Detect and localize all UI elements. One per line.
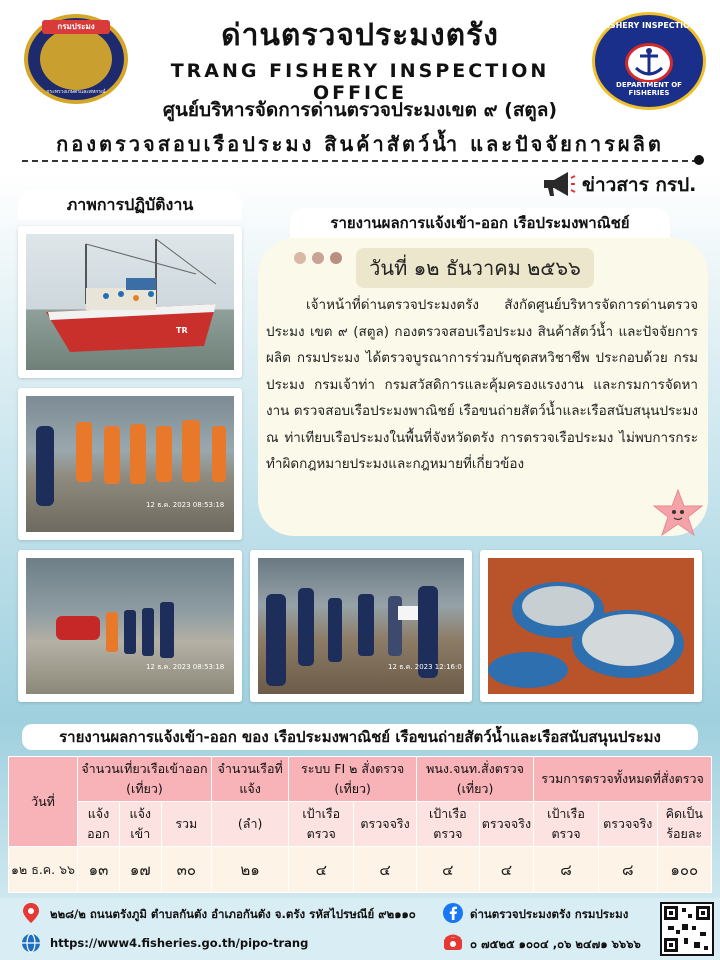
- decor-dot: [312, 252, 324, 264]
- photo-pier-team: [18, 550, 242, 702]
- cell-percent: ๑๐๐: [657, 847, 711, 893]
- news-label: ข่าวสาร กรป.: [582, 174, 697, 196]
- footer-website-link[interactable]: https://www4.fisheries.go.th/pipo-trang: [50, 936, 309, 950]
- photo-fishing-boat: [18, 226, 242, 378]
- office-title-thai: ด่านตรวจประมงตรัง: [221, 18, 499, 53]
- center-name: ศูนย์บริหารจัดการด่านตรวจประมงเขต ๙ (สตูล): [162, 99, 558, 121]
- cell-total-actual: ๘: [598, 847, 657, 893]
- sub-unit: (ลำ): [211, 802, 288, 847]
- logo-band-text: กรมประมง: [42, 20, 110, 34]
- photo-timestamp: 12 ธ.ค. 2023 12:16:0: [388, 663, 462, 671]
- inspection-table: [8, 756, 712, 893]
- header-total: รวมการตรวจทั้งหมดที่สั่งตรวจ: [534, 757, 712, 802]
- table-title: รายงานผลการแจ้งเข้า-ออก ของ เรือประมงพาณิชย์ เรือขนถ่ายสัตว์น้ำและเรือสนับสนุนประมง: [22, 724, 698, 750]
- cell-out: ๑๓: [78, 847, 120, 893]
- report-date: วันที่ ๑๒ ธันวาคม ๒๕๖๖: [356, 248, 594, 288]
- decor-dot: [330, 252, 342, 264]
- sub-total-target: เป้าเรือตรวจ: [534, 802, 599, 847]
- cell-in: ๑๗: [119, 847, 161, 893]
- sub-fi2-target: เป้าเรือตรวจ: [289, 802, 354, 847]
- header-pnc: พนง.จนท.สั่งตรวจ (เที่ยว): [416, 757, 533, 802]
- logo-emblem: [40, 28, 112, 90]
- sub-in: แจ้งเข้า: [119, 802, 161, 847]
- sub-sum: รวม: [161, 802, 211, 847]
- header-fi2: ระบบ FI ๒ สั่งตรวจ (เที่ยว): [289, 757, 417, 802]
- anchor-icon: [625, 43, 673, 83]
- divider-dot: [694, 155, 704, 165]
- header-date: วันที่: [9, 757, 78, 847]
- sub-pnc-actual: ตรวจจริง: [479, 802, 533, 847]
- cell-boats: ๒๑: [211, 847, 288, 893]
- department-of-fisheries-logo: [24, 14, 128, 104]
- cell-sum: ๓๐: [161, 847, 211, 893]
- photo-crew-inspection: [18, 388, 242, 540]
- starfish-icon: [650, 488, 706, 538]
- boat-hull-number: TR: [176, 326, 188, 335]
- footer-address: ๒๒๘/๒ ถนนตรังภูมิ ตำบลกันตัง อำเภอกันตัง จ.ตรัง รหัสไปรษณีย์ ๙๒๑๑๐: [50, 907, 416, 921]
- sub-fi2-actual: ตรวจจริง: [354, 802, 417, 847]
- photo-timestamp: 12 ธ.ค. 2023 08:53:18: [146, 501, 225, 509]
- logo-ring-bottom-text: DEPARTMENT OF FISHERIES: [616, 81, 682, 97]
- office-title-english: TRANG FISHERY INSPECTION OFFICE: [170, 60, 550, 104]
- division-name: กองตรวจสอบเรือประมง สินค้าสัตว์น้ำ และปัจจัยการผลิต: [56, 132, 664, 156]
- report-body-text: เจ้าหน้าที่ด่านตรวจประมงตรัง สังกัดศูนย์บริหารจัดการด่านตรวจประมง เขต ๙ (สตูล) กองตรวจสอบเรือประมง สินค้าสัตว์น้ำ และปัจจัยการผลิต กรมประมง ได้ตรวจบูรณาการร่วมกับชุดสหวิชาชีพ ประกอบด้วย กรมประมง กรมเจ้าท่า กรมสวัสดิการและคุ้มครองแรงงาน และกรมการจัดหางาน ตรวจสอบเรือประมงพาณิชย์ เรือขนถ่ายสัตว์น้ำและเรือสนับสนุนประมง ณ ท่าเทียบเรือประมงในพื้นที่จังหวัดตรัง การตรวจเรือประมง ไม่พบการกระทำผิดกฎหมายประมงและกฎหมายที่เกี่ยวข้อง: [266, 297, 699, 472]
- cell-fi2-target: ๔: [289, 847, 354, 893]
- cell-fi2-actual: ๔: [354, 847, 417, 893]
- cell-pnc-actual: ๔: [479, 847, 533, 893]
- footer-facebook-page[interactable]: ด่านตรวจประมงตรัง กรมประมง: [470, 907, 629, 921]
- gallery-heading: ภาพการปฏิบัติงาน: [18, 190, 242, 220]
- location-pin-icon: [20, 902, 42, 924]
- cell-total-target: ๘: [534, 847, 599, 893]
- photo-document-check: [250, 550, 472, 702]
- news-badge: [540, 168, 700, 200]
- sub-out: แจ้งออก: [78, 802, 120, 847]
- fishery-inspection-logo: [592, 12, 706, 110]
- decor-dot: [294, 252, 306, 264]
- qr-code[interactable]: [660, 902, 714, 956]
- sub-percent: คิดเป็นร้อยละ: [657, 802, 711, 847]
- phone-icon: [442, 932, 464, 954]
- photo-timestamp: 12 ธ.ค. 2023 08:53:18: [146, 663, 225, 671]
- logo-subtext: กระทรวงเกษตรและสหกรณ์: [46, 89, 106, 95]
- cell-pnc-target: ๔: [416, 847, 479, 893]
- header-divider: [22, 160, 698, 162]
- sub-total-actual: ตรวจจริง: [598, 802, 657, 847]
- footer-phone: ๐ ๗๕๒๕ ๑๐๐๔ ,๐๖ ๒๔๗๑ ๖๖๖๖: [470, 937, 641, 951]
- logo-ring-top-text: FISHERY INSPECTION: [601, 21, 697, 30]
- table-row: [9, 847, 712, 893]
- header-trips: จำนวนเที่ยวเรือเข้าออก (เที่ยว): [78, 757, 212, 802]
- report-heading: รายงานผลการแจ้งเข้า-ออก เรือประมงพาณิชย์: [290, 208, 670, 238]
- facebook-icon[interactable]: [442, 902, 464, 924]
- header-boats: จำนวนเรือที่แจ้ง: [211, 757, 288, 802]
- sub-pnc-target: เป้าเรือตรวจ: [416, 802, 479, 847]
- photo-fish-catch: [480, 550, 702, 702]
- megaphone-icon: [540, 170, 576, 198]
- cell-date: ๑๒ ธ.ค. ๖๖: [9, 847, 78, 893]
- globe-icon: [20, 932, 42, 954]
